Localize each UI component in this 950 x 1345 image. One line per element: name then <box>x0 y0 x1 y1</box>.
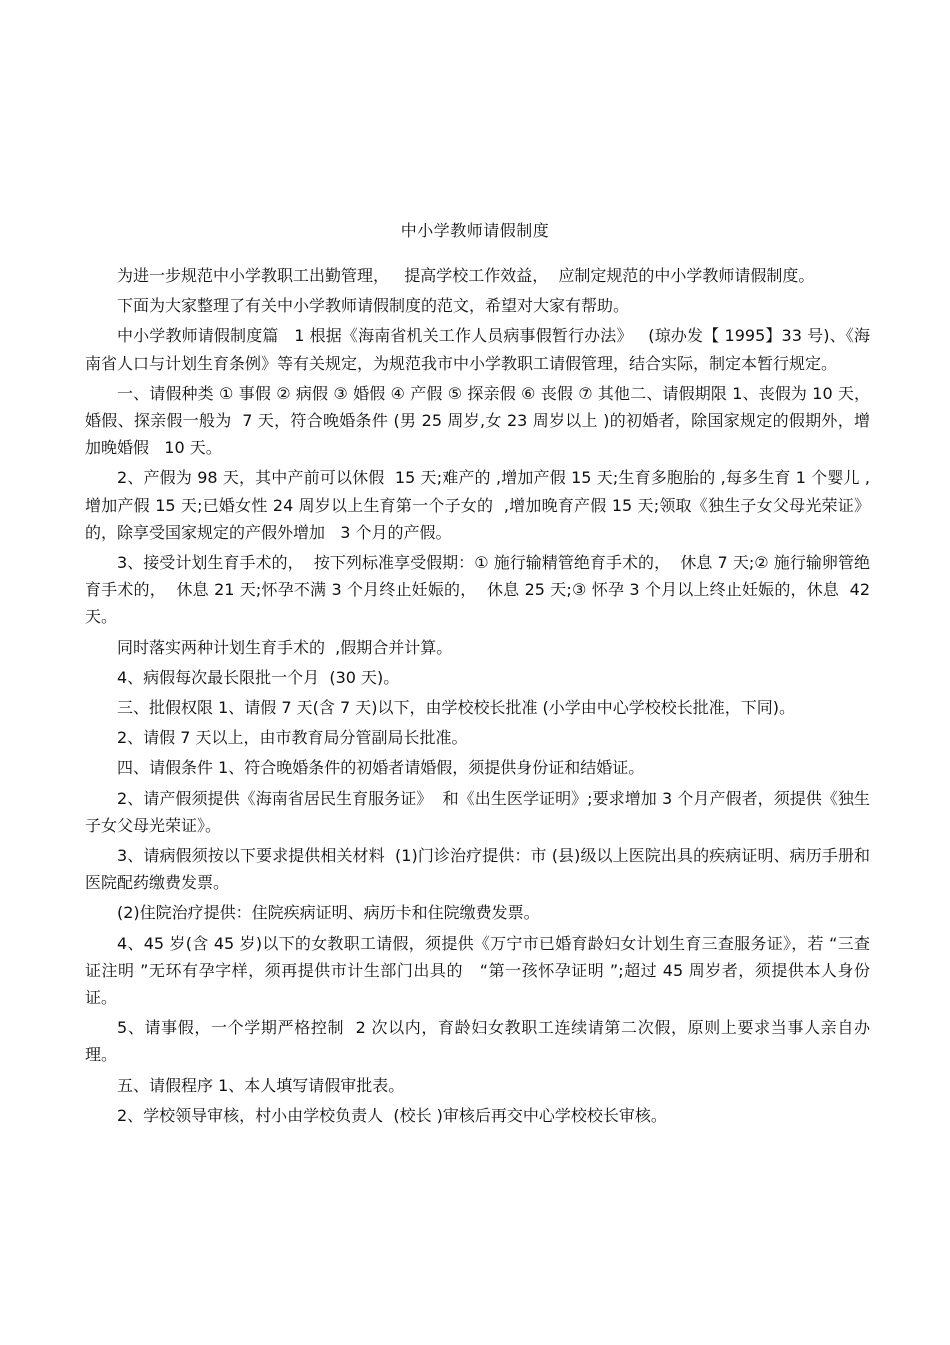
paragraph: 中小学教师请假制度篇 1 根据《海南省机关工作人员病事假暂行办法》 (琼办发【 1995】33 号)、《海南省人口与计划生育条例》等有关规定，为规范我市中小学教职工请假管理，结合实际，制定本暂行规定。 <box>85 326 870 373</box>
paragraph: 四、请假条件 1、符合晚婚条件的初婚者请婚假，须提供身份证和结婚证。 <box>117 758 645 778</box>
paragraph: 五、请假程序 1、本人填写请假审批表。 <box>117 1075 405 1095</box>
paragraph: 5、请事假，一个学期严格控制 2 次以内，育龄妇女教职工连续请第二次假，原则上要求当事人亲自办理。 <box>85 1018 870 1065</box>
paragraph: 2、请产假须提供《海南省居民生育服务证》 和《出生医学证明》;要求增加 3 个月产假者，须提供《独生子女父母光荣证》。 <box>85 788 870 835</box>
paragraph: 下面为大家整理了有关中小学教师请假制度的范文，希望对大家有帮助。 <box>117 296 630 316</box>
paragraph: 三、批假权限 1、请假 7 天(含 7 天)以下，由学校校长批准 (小学由中心学校校长批准，下同)。 <box>117 698 796 718</box>
paragraph: 为进一步规范中小学教职工出勤管理， 提高学校工作效益， 应制定规范的中小学教师请假制度。 <box>117 266 815 285</box>
document-title: 中小学教师请假制度 <box>400 221 550 240</box>
paragraph: 4、45 岁(含 45 岁)以下的女教职工请假，须提供《万宁市已婚育龄妇女计划生育三查服务证》，若 “三查证注明 ”无环有孕字样，须再提供市计生部门出具的 “第一孩怀孕证明 ”;超过 45 周岁者，须提供本人身份证。 <box>85 933 870 1008</box>
paragraph: 3、接受计划生育手术的， 按下列标准享受假期：① 施行输精管绝育手术的， 休息 7 天;② 施行输卵管绝育手术的， 休息 21 天;怀孕不满 3 个月终止妊娠的， 休息 25 天;③ 怀孕 3 个月以上终止妊娠的，休息 42 天。 <box>85 553 876 627</box>
paragraph: (2)住院治疗提供：住院疾病证明、病历卡和住院缴费发票。 <box>117 903 540 923</box>
document-body <box>85 262 876 1132</box>
paragraph: 同时落实两种计划生育手术的 ,假期合并计算。 <box>117 637 453 657</box>
paragraph: 4、病假每次最长限批一个月 (30 天)。 <box>117 667 400 687</box>
paragraph: 一、请假种类 ① 事假 ② 病假 ③ 婚假 ④ 产假 ⑤ 探亲假 ⑥ 丧假 ⑦ 其他二、请假期限 1、丧假为 10 天，婚假、探亲假一般为 7 天，符合晚婚条件 (男 25 周岁,女 23 周岁以上 )的初婚者，除国家规定的假期外，增加晚婚假 10 天。 <box>85 383 870 458</box>
paragraph: 2、请假 7 天以上，由市教育局分管副局长批准。 <box>117 728 468 748</box>
paragraph: 2、产假为 98 天，其中产前可以休假 15 天;难产的 ,增加产假 15 天;生育多胞胎的 ,每多生育 1 个婴儿 ,增加产假 15 天;已婚女性 24 周岁以上生育第一个子女的 ,增加晚育产假 15 天;领取《独生子女父母光荣证》的，除享受国家规定的产假外增加 3 个月的产假。 <box>85 468 870 542</box>
paragraph: 2、学校领导审核，村小由学校负责人 (校长 )审核后再交中心学校校长审核。 <box>117 1105 667 1125</box>
paragraph: 3、请病假须按以下要求提供相关材料 (1)门诊治疗提供：市 (县)级以上医院出具的疾病证明、病历手册和医院配药缴费发票。 <box>85 846 870 893</box>
